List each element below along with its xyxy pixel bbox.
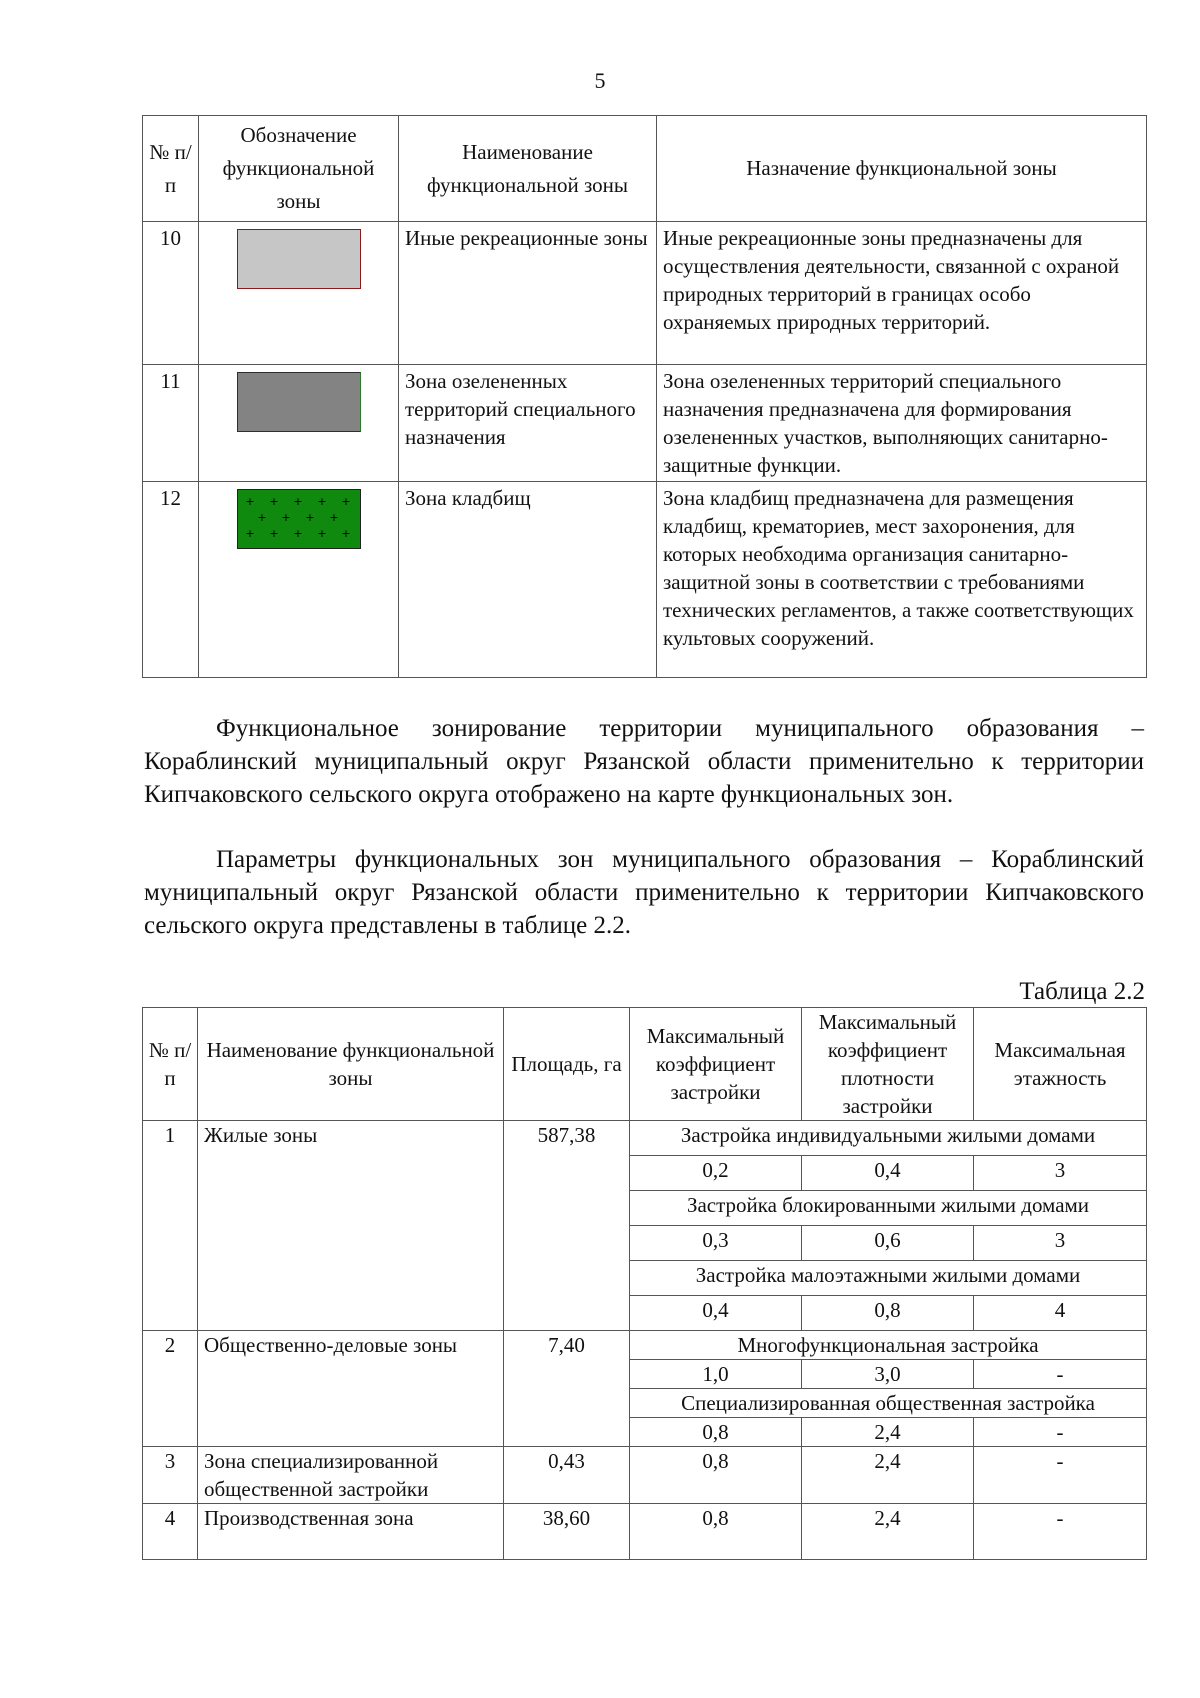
table-row <box>143 1331 1147 1360</box>
legend-row <box>143 482 1147 678</box>
header-area: Площадь, га <box>504 1008 630 1121</box>
svg-text:+: + <box>316 495 327 508</box>
svg-text:+: + <box>316 527 327 540</box>
building-coefficient: 0,8 <box>630 1447 802 1504</box>
max-floors: 3 <box>974 1156 1147 1191</box>
max-floors: 3 <box>974 1226 1147 1261</box>
zone-name: Зона специализированной общественной застройки <box>198 1447 504 1504</box>
functional-zones-legend-table <box>142 115 1147 678</box>
header-max-floors: Максимальная этажность <box>974 1008 1147 1121</box>
zone-area: 7,40 <box>504 1331 630 1447</box>
zone-name: Иные рекреационные зоны <box>399 222 657 365</box>
density-coefficient: 0,8 <box>802 1296 974 1331</box>
max-floors: 4 <box>974 1296 1147 1331</box>
zone-name: Жилые зоны <box>198 1121 504 1331</box>
subtype-title: Застройка индивидуальными жилыми домами <box>630 1121 1147 1156</box>
header-symbol: Обозначение функциональной зоны <box>199 116 399 222</box>
svg-text:+: + <box>256 511 267 524</box>
svg-text:+: + <box>340 527 351 540</box>
subtype-title: Специализированная общественная застройка <box>630 1389 1147 1418</box>
zone-symbol-cell <box>199 365 399 482</box>
max-floors: - <box>974 1418 1147 1447</box>
max-floors: - <box>974 1447 1147 1504</box>
header-num: № п/п <box>143 1008 198 1121</box>
zone-num: 2 <box>143 1331 198 1447</box>
density-coefficient: 0,6 <box>802 1226 974 1261</box>
building-coefficient: 0,8 <box>630 1504 802 1560</box>
svg-text:+: + <box>280 511 291 524</box>
light-grey-swatch-icon <box>237 229 361 289</box>
params-header-row <box>143 1008 1147 1121</box>
header-zone-name: Наименование функциональной зоны <box>399 116 657 222</box>
svg-text:+: + <box>340 495 351 508</box>
header-building-coefficient: Максимальный коэффициент застройки <box>630 1008 802 1121</box>
row-num: 12 <box>143 482 199 678</box>
max-floors: - <box>974 1360 1147 1389</box>
building-coefficient: 0,4 <box>630 1296 802 1331</box>
svg-text:+: + <box>292 495 303 508</box>
header-zone-name: Наименование функциональной зоны <box>198 1008 504 1121</box>
header-num: № п/п <box>143 116 199 222</box>
zone-area: 38,60 <box>504 1504 630 1560</box>
svg-text:+: + <box>292 527 303 540</box>
svg-text:+: + <box>268 495 279 508</box>
table-caption: Таблица 2.2 <box>1019 978 1145 1005</box>
parameters-paragraph <box>144 843 1144 942</box>
zone-symbol-cell <box>199 222 399 365</box>
paragraph-text: Функциональное зонирование территории муниципального образования – Кораблинский муниципальный округ Рязанской области применительно к территории Кипчаковского сельского округа отображено на карте функциональных зон. <box>144 715 1144 808</box>
header-density-coefficient: Максимальный коэффициент плотности застройки <box>802 1008 974 1121</box>
zoning-paragraph <box>144 712 1144 811</box>
building-coefficient: 1,0 <box>630 1360 802 1389</box>
zone-area: 587,38 <box>504 1121 630 1331</box>
density-coefficient: 0,4 <box>802 1156 974 1191</box>
zone-num: 3 <box>143 1447 198 1504</box>
svg-text:+: + <box>304 511 315 524</box>
cemetery-cross-pattern-icon <box>237 489 361 549</box>
legend-row <box>143 365 1147 482</box>
header-zone-purpose: Назначение функциональной зоны <box>657 116 1147 222</box>
building-coefficient: 0,3 <box>630 1226 802 1261</box>
row-num: 10 <box>143 222 199 365</box>
subtype-title: Застройка малоэтажными жилыми домами <box>630 1261 1147 1296</box>
dark-grey-swatch-icon <box>237 372 361 432</box>
zone-purpose: Иные рекреационные зоны предназначены для осуществления деятельности, связанной с охраной природных территорий в границах особо охраняемых природных территорий. <box>657 222 1147 365</box>
table-row <box>143 1121 1147 1156</box>
zone-symbol-cell <box>199 482 399 678</box>
table-row <box>143 1504 1147 1560</box>
zone-name: Зона озелененных территорий специального назначения <box>399 365 657 482</box>
building-coefficient: 0,2 <box>630 1156 802 1191</box>
zone-parameters-table <box>142 1007 1147 1560</box>
svg-text:+: + <box>328 511 339 524</box>
zone-area: 0,43 <box>504 1447 630 1504</box>
row-num: 11 <box>143 365 199 482</box>
svg-text:+: + <box>244 527 255 540</box>
zone-name: Зона кладбищ <box>399 482 657 678</box>
zone-name: Производственная зона <box>198 1504 504 1560</box>
density-coefficient: 2,4 <box>802 1504 974 1560</box>
zone-purpose: Зона озелененных территорий специального назначения предназначена для формирования озелененных участков, выполняющих санитарно-защитные функции. <box>657 365 1147 482</box>
density-coefficient: 3,0 <box>802 1360 974 1389</box>
subtype-title: Застройка блокированными жилыми домами <box>630 1191 1147 1226</box>
max-floors: - <box>974 1504 1147 1560</box>
zone-num: 4 <box>143 1504 198 1560</box>
building-coefficient: 0,8 <box>630 1418 802 1447</box>
legend-header-row <box>143 116 1147 222</box>
legend-row <box>143 222 1147 365</box>
table-row <box>143 1447 1147 1504</box>
zone-name: Общественно-деловые зоны <box>198 1331 504 1447</box>
zone-purpose: Зона кладбищ предназначена для размещения кладбищ, крематориев, мест захоронения, для которых необходима организация санитарно-защитной зоны в соответствии с требованиями технических регламентов, а также соответствующих культовых сооружений. <box>657 482 1147 678</box>
density-coefficient: 2,4 <box>802 1418 974 1447</box>
zone-num: 1 <box>143 1121 198 1331</box>
svg-text:+: + <box>244 495 255 508</box>
subtype-title: Многофункциональная застройка <box>630 1331 1147 1360</box>
svg-text:+: + <box>268 527 279 540</box>
page-number: 5 <box>594 68 606 93</box>
paragraph-text: Параметры функциональных зон муниципального образования – Кораблинский муниципальный округ Рязанской области применительно к территории Кипчаковского сельского округа представлены в таблице 2.2. <box>144 846 1144 939</box>
density-coefficient: 2,4 <box>802 1447 974 1504</box>
